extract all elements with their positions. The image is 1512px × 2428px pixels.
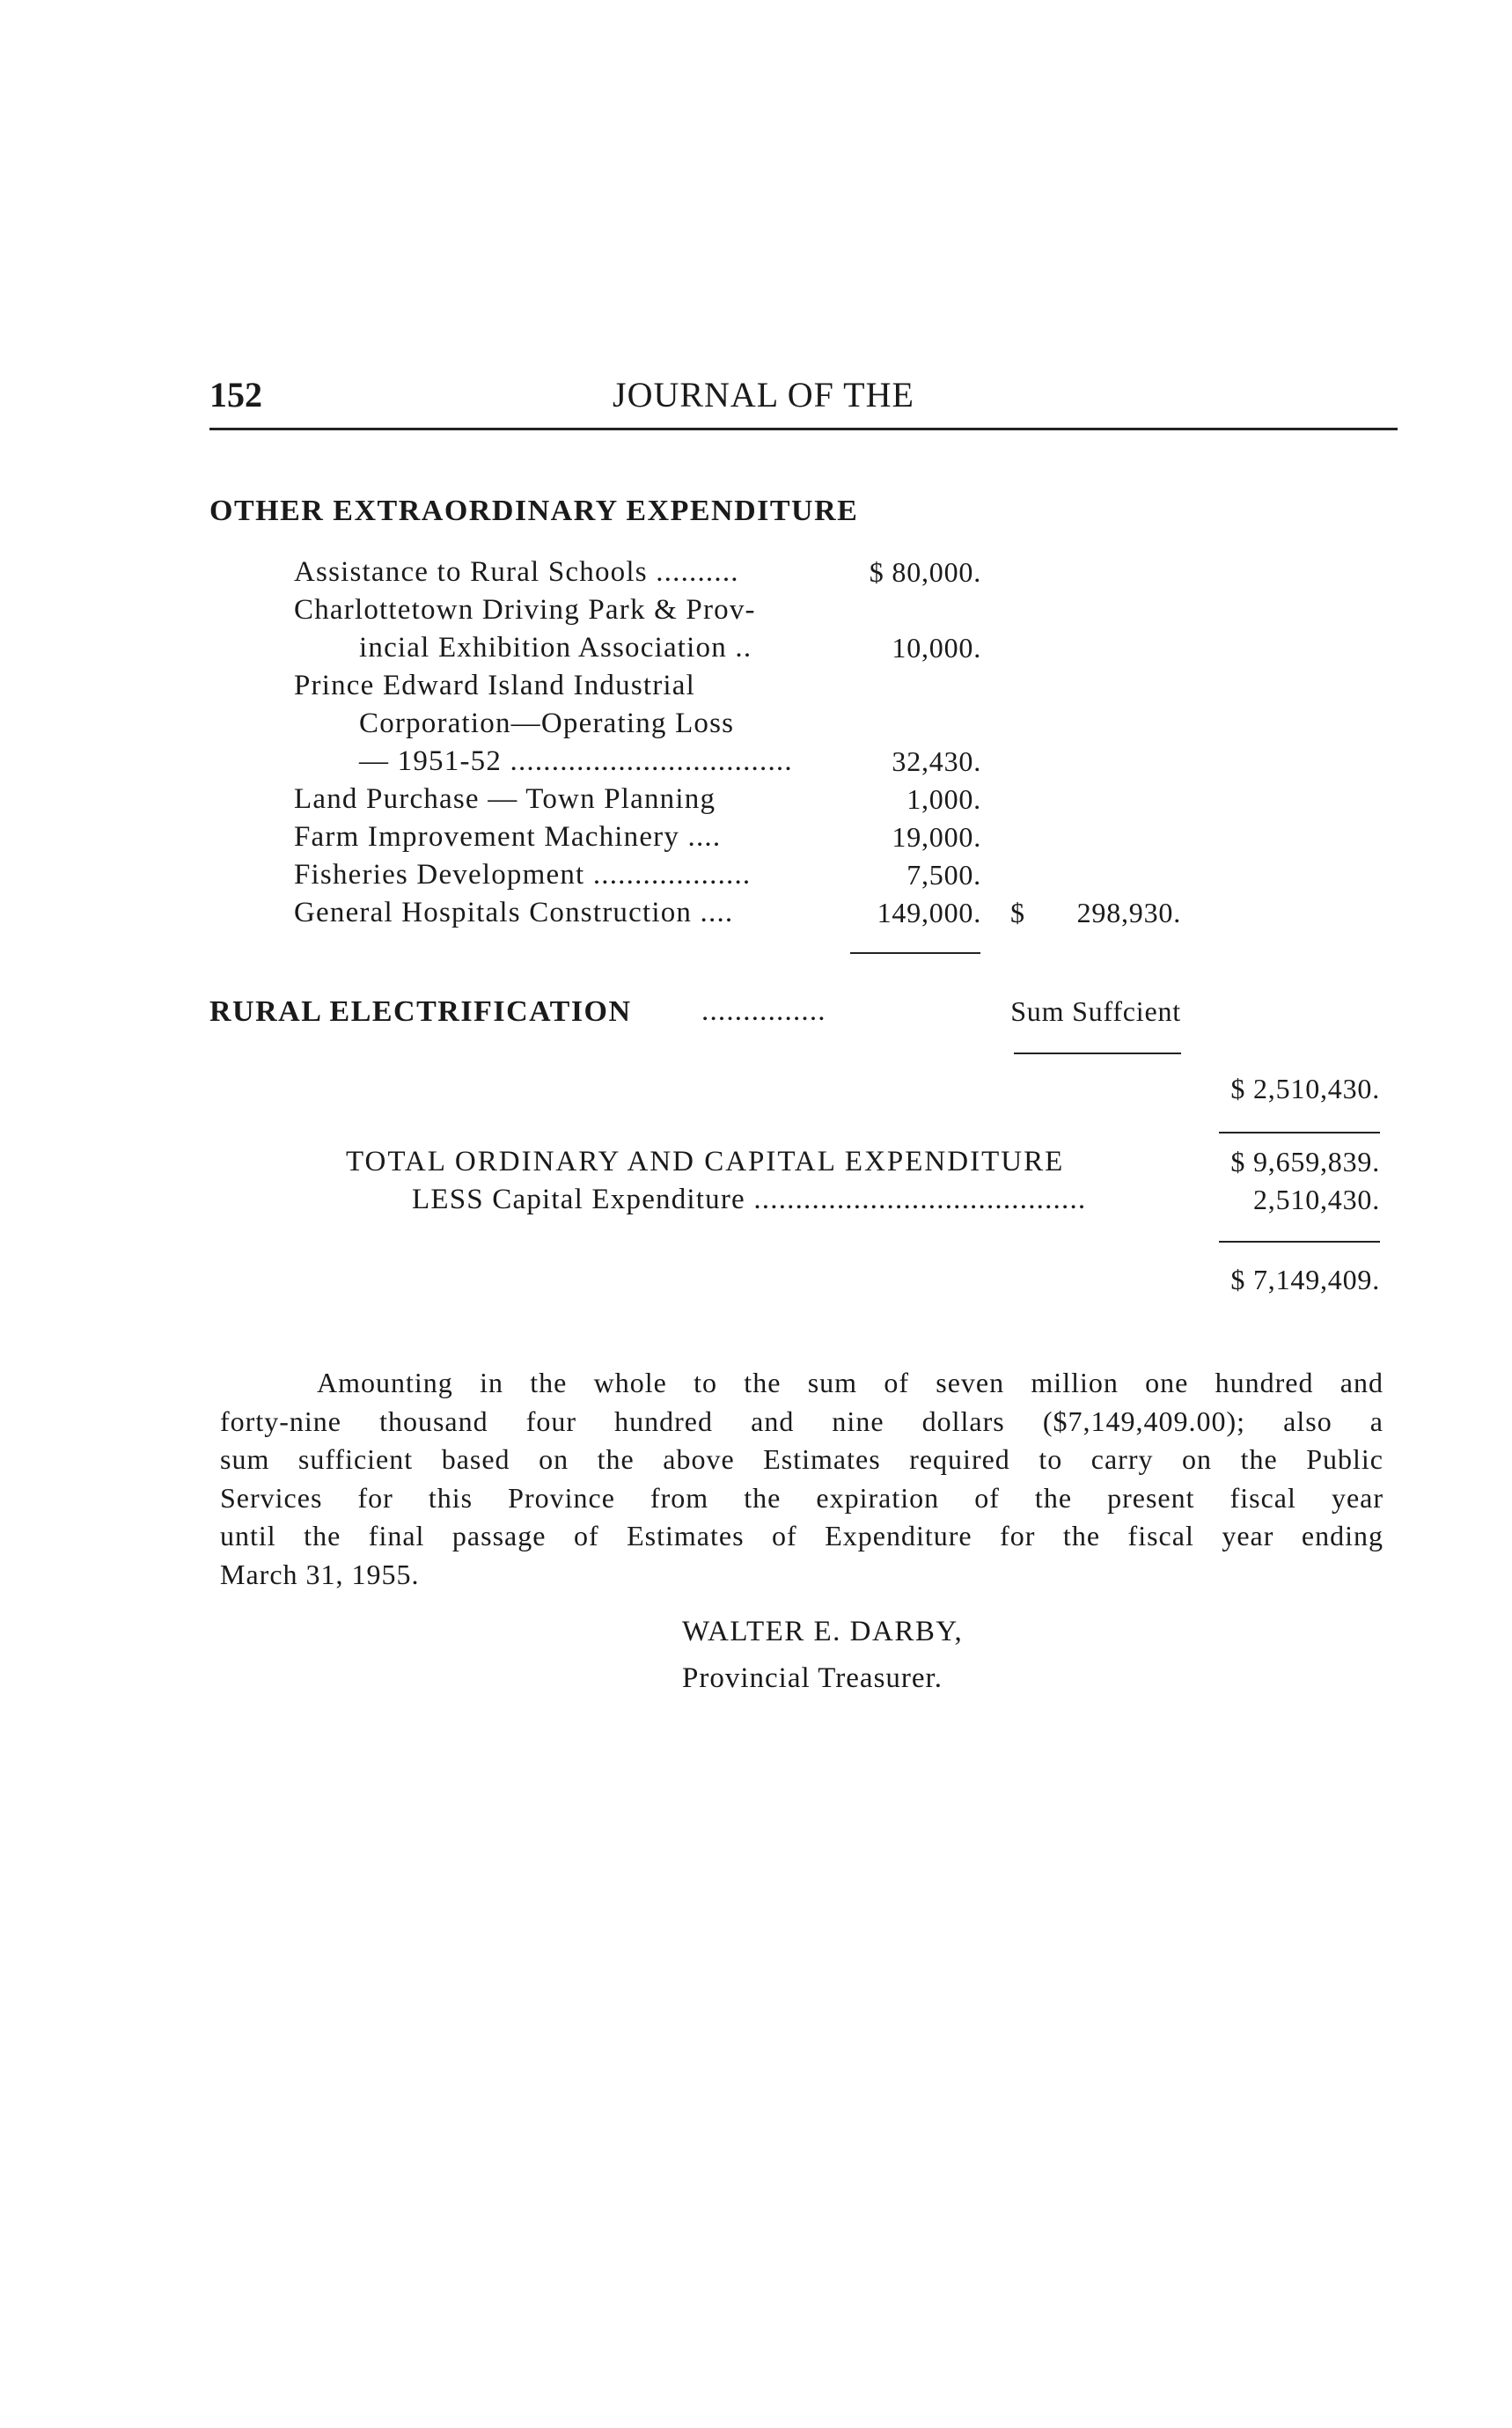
net-total-amount: $ 7,149,409. <box>1230 1264 1380 1295</box>
item-label: Charlottetown Driving Park & Prov- <box>294 594 756 626</box>
item-amount: 10,000. <box>892 632 981 664</box>
item-label: incial Exhibition Association .. <box>359 632 752 664</box>
section-total-currency: $ <box>1010 897 1025 928</box>
signatory-title: Provincial Treasurer. <box>682 1662 943 1694</box>
paragraph-line: March 31, 1955. <box>220 1558 420 1590</box>
paragraph-line: Services for this Province from the expiration of the present fiscal year <box>220 1481 1384 1514</box>
item-amount: 1,000. <box>906 783 981 815</box>
item-amount: 19,000. <box>892 821 981 853</box>
item-amount: $ 80,000. <box>869 556 981 588</box>
resolution-paragraph <box>220 1364 1384 1594</box>
net-rule <box>1219 1241 1380 1243</box>
rural-electrification-dots: ............... <box>701 995 826 1027</box>
header-rule <box>209 428 1398 430</box>
less-capital-amount: 2,510,430. <box>1253 1184 1380 1215</box>
paragraph-line: until the final passage of Estimates of Expenditure for the fiscal year ending <box>220 1520 1384 1551</box>
paragraph-line: Amounting in the whole to the sum of seven million one hundred and <box>317 1367 1384 1398</box>
total-expenditure-label: TOTAL ORDINARY AND CAPITAL EXPENDITURE <box>346 1146 1065 1177</box>
item-label: Prince Edward Island Industrial <box>294 670 696 701</box>
section-total-amount: 298,930. <box>1076 897 1181 928</box>
page-number: 152 <box>209 375 262 414</box>
total-expenditure-amount: $ 9,659,839. <box>1230 1146 1380 1177</box>
rural-rule <box>1014 1053 1181 1054</box>
signatory-name: WALTER E. DARBY, <box>682 1616 964 1647</box>
capital-total-amount: $ 2,510,430. <box>1230 1073 1380 1104</box>
rural-electrification-label: RURAL ELECTRIFICATION <box>209 995 632 1028</box>
item-label: Assistance to Rural Schools .......... <box>294 556 739 588</box>
item-amount: 149,000. <box>877 897 981 928</box>
capital-rule <box>1219 1132 1380 1133</box>
item-amount: 32,430. <box>892 745 981 777</box>
item-amount: 7,500. <box>906 859 981 891</box>
paragraph-line: forty-nine thousand four hundred and nine dollars ($7,149,409.00); also a <box>220 1405 1384 1437</box>
section-title: OTHER EXTRAORDINARY EXPENDITURE <box>209 495 859 527</box>
item-label: — 1951-52 .................................. <box>359 745 793 777</box>
item-label: Fisheries Development ................... <box>294 859 752 891</box>
item-label: Farm Improvement Machinery .... <box>294 821 722 853</box>
item-label: Land Purchase — Town Planning <box>294 783 716 815</box>
paragraph-line: sum sufficient based on the above Estimates required to carry on the Public <box>220 1443 1384 1475</box>
less-capital-label: LESS Capital Expenditure ........................................ <box>412 1184 1087 1215</box>
rural-electrification-value: Sum Suffcient <box>1010 995 1181 1027</box>
running-header-title: JOURNAL OF THE <box>613 375 914 414</box>
item-label: Corporation—Operating Loss <box>359 708 735 739</box>
item-label: General Hospitals Construction .... <box>294 897 734 928</box>
subtotal-rule <box>850 952 980 954</box>
